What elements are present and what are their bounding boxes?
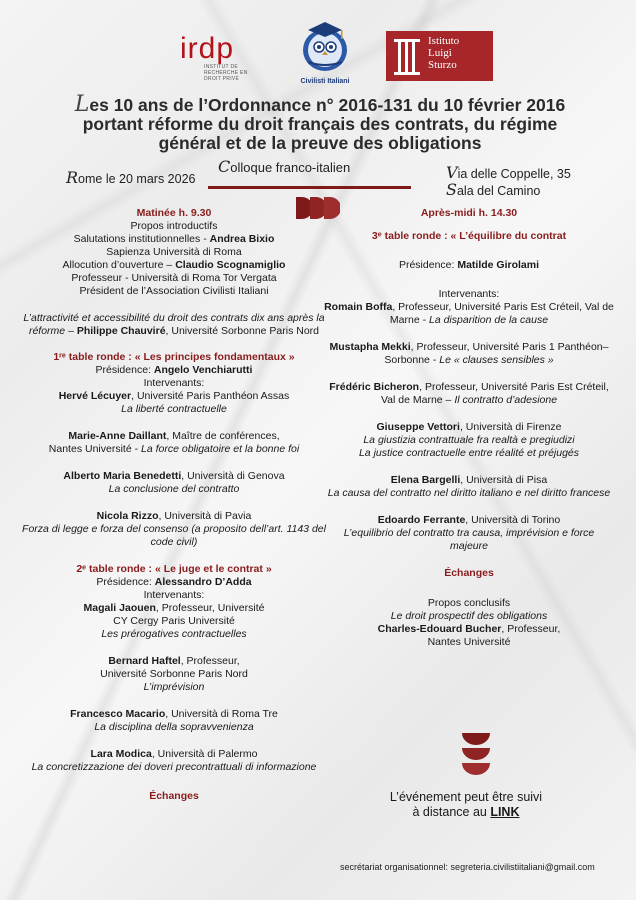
talk-title: La liberté contractuelle (121, 403, 227, 415)
speaker-affiliation: , Università di Genova (181, 470, 285, 482)
sturzo-emblem-icon (388, 31, 428, 81)
talk-title: La giustizia contrattuale fra realtà e pregiudizi (363, 434, 575, 446)
t2-pres-label: Présidence: (96, 576, 155, 588)
t3-intervenants-label: Intervenants: (438, 288, 500, 300)
talk-title: La disparition de la cause (429, 314, 549, 326)
event-venue (446, 165, 571, 199)
speaker-block (22, 390, 326, 416)
remote-access-notice (368, 790, 564, 820)
sturzo-logo-text (428, 35, 459, 71)
talk-title: L’equilibrio del contratto tra causa, imprévision e force majeure (343, 527, 595, 552)
table-ronde-1-presidence (22, 364, 326, 377)
conclusions-talk-title: Le droit prospectif des obligations (390, 610, 548, 622)
date-text: ome le 20 mars 2026 (78, 172, 196, 186)
talk-title: L’imprévision (143, 681, 205, 693)
morning-echanges: Échanges (149, 790, 199, 802)
speaker-block (324, 474, 614, 500)
colloque-subtitle (218, 157, 350, 176)
talk-title: Forza di legge e forza del consenso (a proposito dell’art. 1143 del code civil) (22, 523, 326, 548)
venue-initial-1: V (446, 163, 458, 182)
afternoon-heading: Après-midi h. 14.30 (420, 207, 518, 219)
irdp-logo-text: irdp (180, 32, 235, 65)
speaker-affiliation: , Università di Pisa (460, 474, 548, 486)
venue-line-1: ia delle Coppelle, 35 (457, 167, 571, 181)
conclusions-title (324, 610, 614, 623)
conclusions-affiliation: Nantes Université (427, 636, 511, 648)
speaker-block (22, 655, 326, 694)
sturzo-line2: Luigi (428, 47, 452, 59)
speaker-name: Bernard Haftel (108, 655, 181, 667)
speaker-name: Nicola Rizzo (96, 510, 159, 522)
allocution-affiliation-2: Président de l’Association Civilisti Italiani (79, 285, 269, 297)
speaker-name: Marie-Anne Daillant (68, 430, 167, 442)
speaker-block (22, 430, 326, 456)
speaker-affiliation: , Professeur, Université Paris Est Créteil, Val de Marne – (380, 381, 609, 406)
speaker-block (324, 341, 614, 367)
speaker-name: Lara Modica (90, 748, 152, 760)
t2-pres-name: Alessandro D’Adda (154, 576, 252, 588)
table-ronde-2-presidence (22, 576, 326, 589)
table-ronde-1-heading: 1ʳᵉ table ronde : « Les principes fondamentaux » (53, 351, 295, 363)
talk-title-translation: La justice contractuelle entre réalité et préjugés (358, 447, 580, 459)
speaker-name: Elena Bargelli (390, 474, 461, 486)
salutations (22, 233, 326, 246)
speaker-block (324, 421, 614, 460)
event-link[interactable]: LINK (490, 805, 520, 819)
irdp-logo (180, 34, 260, 84)
speaker-block (324, 381, 614, 407)
speaker-name: Edoardo Ferrante (377, 514, 466, 526)
venue-initial-2: S (446, 180, 457, 199)
speaker-name: Alberto Maria Benedetti (63, 470, 182, 482)
speaker-name: Francesco Macario (70, 708, 166, 720)
speaker-block (22, 708, 326, 734)
speaker-affiliation: , Professeur, (180, 655, 240, 667)
event-date (66, 168, 195, 187)
speaker-name: Hervé Lécuyer (58, 390, 132, 402)
speaker-affiliation: , Università di Palermo (151, 748, 258, 760)
talk-title: La concretizzazione dei doveri precontrattuali di informazione (31, 761, 317, 773)
allocution-label: Allocution d’ouverture – (62, 259, 176, 271)
talk-title: La disciplina della sopravvenienza (94, 721, 254, 733)
salutations-affiliation: Sapienza Università di Roma (106, 246, 242, 258)
talk-title: Le « clauses sensibles » (439, 354, 554, 366)
stacked-bowls-ornament-icon (458, 730, 494, 778)
speaker-affiliation-2: Université Sorbonne Paris Nord (100, 668, 248, 680)
speaker-affiliation: , Università di Pavia (158, 510, 252, 522)
attractivite-title: L’attractivité et accessibilité du droit des contrats dix ans après la réforme (23, 312, 325, 337)
speaker-name: Charles-Edouard Bucher (377, 623, 502, 635)
irdp-logo-subtitle: INSTITUT DE RECHERCHE EN DROIT PRIVÉ (204, 64, 248, 82)
speaker-name: Mustapha Mekki (329, 341, 411, 353)
attractivite-talk (22, 312, 326, 338)
t1-pres-label: Présidence: (95, 364, 154, 376)
speaker-affiliation: , Université Paris Panthéon Assas (131, 390, 290, 402)
talk-title: La causa del contratto nel diritto italiano e nel diritto francese (327, 487, 611, 499)
speaker-name: Magali Jaouen (83, 602, 156, 614)
sturzo-line3: Sturzo (428, 59, 457, 71)
talk-title: La force obligatoire et la bonne foi (141, 443, 300, 455)
speaker-affiliation: , Maître de conférences, (166, 430, 280, 442)
speaker-name: Frédéric Bicheron (329, 381, 420, 393)
talk-title: Les prérogatives contractuelles (101, 628, 247, 640)
speaker-affiliation: , Università di Firenze (459, 421, 562, 433)
remote-line-2: à distance au (412, 805, 491, 819)
event-title (60, 92, 580, 153)
speaker-block (22, 470, 326, 496)
speaker-affiliation: , Università di Torino (465, 514, 561, 526)
istituto-sturzo-logo (386, 31, 493, 81)
date-initial: R (66, 168, 79, 187)
owl-emblem-icon (294, 18, 356, 72)
venue-line-2: ala del Camino (456, 184, 541, 198)
allocution (22, 259, 326, 272)
speaker-affiliation: , Professeur, Université Paris 1 Panthéon–Sorbonne - (384, 341, 609, 366)
speaker-affiliation: , Professeur, Université (155, 602, 265, 614)
civilisti-italiani-logo (294, 18, 356, 90)
header-divider (208, 186, 411, 189)
allocution-speaker: Claudio Scognamiglio (175, 259, 286, 271)
talk-title: La conclusione del contratto (108, 483, 240, 495)
speaker-name: Giuseppe Vettori (376, 421, 460, 433)
title-text: es 10 ans de l’Ordonnance n° 2016-131 du 10 février 2016 portant réforme du droit français des contrats, du régime général et de la preuve des obligations (82, 95, 566, 153)
colloque-initial: C (218, 157, 231, 176)
speaker-affiliation: , Università di Roma Tre (165, 708, 278, 720)
t1-intervenants-label: Intervenants: (143, 377, 205, 389)
speaker-block (22, 510, 326, 549)
t3-pres-label: Présidence: (398, 259, 458, 271)
table-ronde-3-presidence (324, 259, 614, 272)
table-ronde-3-heading: 3ᵉ table ronde : « L’équilibre du contrat (371, 230, 567, 242)
table-ronde-2-heading: 2ᵉ table ronde : « Le juge et le contrat » (76, 563, 272, 575)
speaker-name: Romain Boffa (324, 301, 393, 313)
attractivite-speaker: Philippe Chauviré (76, 325, 166, 337)
conclusions-label: Propos conclusifs (427, 597, 511, 609)
speaker-block (22, 602, 326, 641)
morning-heading: Matinée h. 9.30 (136, 207, 212, 219)
civilisti-italiani-label: Civilisti Italiani (300, 78, 350, 85)
conclusions-speaker (324, 623, 614, 636)
speaker-affiliation-2: Nantes Université - (48, 443, 141, 455)
remote-line-1: L’événement peut être suivi (389, 790, 543, 804)
morning-program (22, 207, 326, 803)
title-initial: L (74, 92, 90, 117)
intro-label: Propos introductifs (130, 220, 218, 232)
secretariat-email: secrétariat organisationnel: segreteria.civilistiitaliani@gmail.com (340, 862, 595, 872)
speaker-block (22, 748, 326, 774)
colloque-text: olloque franco-italien (230, 160, 351, 175)
t1-pres-name: Angelo Venchiarutti (153, 364, 253, 376)
speaker-affiliation-2: CY Cergy Paris Université (113, 615, 235, 627)
speaker-affiliation: , Professeur, (501, 623, 561, 635)
talk-title: Il contratto d’adesione (454, 394, 558, 406)
afternoon-program (324, 207, 614, 649)
attractivite-affiliation: , Université Sorbonne Paris Nord (165, 325, 320, 337)
afternoon-echanges: Échanges (444, 567, 494, 579)
speaker-block (324, 514, 614, 553)
t2-intervenants-label: Intervenants: (143, 589, 205, 601)
speaker-affiliation: , Professeur, Université Paris Est Créteil, Val de Marne - (389, 301, 614, 326)
sturzo-line1: Istituto (428, 35, 460, 47)
allocution-affiliation-1: Professeur - Università di Roma Tor Vergata (71, 272, 277, 284)
speaker-block (324, 301, 614, 327)
salutations-speaker: Andrea Bixio (209, 233, 275, 245)
t3-pres-name: Matilde Girolami (457, 259, 540, 271)
attractivite-separator: – (65, 325, 77, 337)
salutations-label: Salutations institutionnelles - (73, 233, 210, 245)
